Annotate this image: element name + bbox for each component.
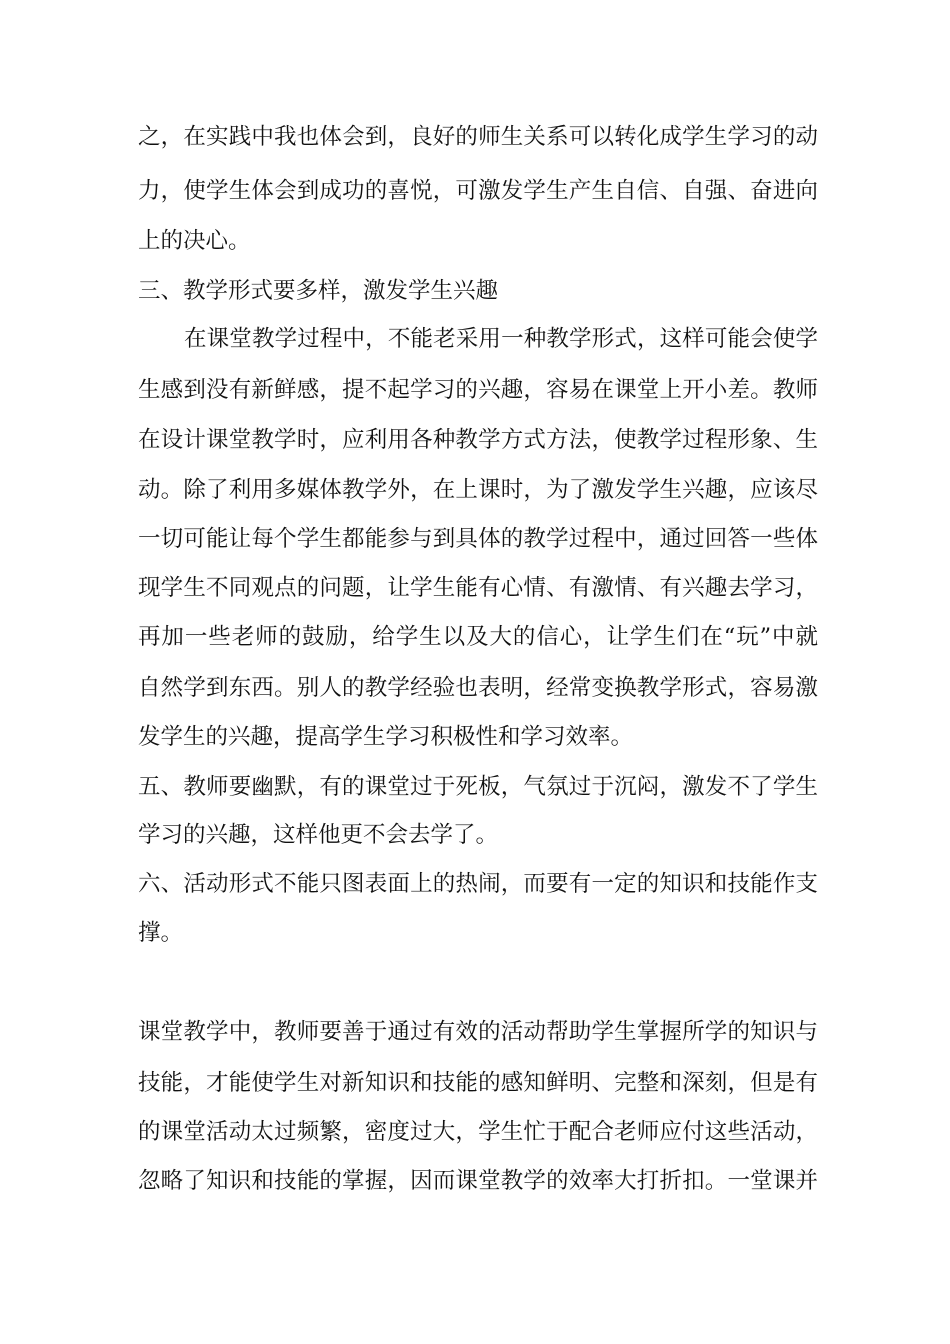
- text-line: 发学生的兴趣，提高学生学习积极性和学习效率。: [138, 724, 634, 750]
- text-line: 一切可能让每个学生都能参与到具体的教学过程中，通过回答一些体: [138, 526, 818, 552]
- text-line: 撑。: [138, 920, 184, 946]
- text-line: 自然学到东西。别人的教学经验也表明，经常变换教学形式，容易激: [138, 675, 818, 701]
- text-line: 的课堂活动太过频繁，密度过大，学生忙于配合老师应付这些活动，: [138, 1119, 818, 1145]
- text-line: 动。除了利用多媒体教学外，在上课时，为了激发学生兴趣，应该尽: [138, 477, 818, 503]
- section-heading: 六、活动形式不能只图表面上的热闹，而要有一定的知识和技能作支: [138, 871, 818, 897]
- text-line: 之，在实践中我也体会到，良好的师生关系可以转化成学生学习的动: [138, 124, 818, 150]
- text-line: 现学生不同观点的问题，让学生能有心情、有激情、有兴趣去学习，: [138, 575, 818, 601]
- text-line: 忽略了知识和技能的掌握，因而课堂教学的效率大打折扣。一堂课并: [138, 1168, 818, 1194]
- text-line: 上的决心。: [138, 228, 251, 254]
- text-line: 再加一些老师的鼓励，给学生以及大的信心，让学生们在“玩”中就: [138, 624, 818, 650]
- text-line: 课堂教学中，教师要善于通过有效的活动帮助学生掌握所学的知识与: [138, 1019, 818, 1045]
- text-line: 生感到没有新鲜感，提不起学习的兴趣，容易在课堂上开小差。教师: [138, 377, 818, 403]
- section-heading: 五、教师要幽默，有的课堂过于死板，气氛过于沉闷，激发不了学生: [138, 774, 818, 800]
- text-line: 在设计课堂教学时，应利用各种教学方式方法，使教学过程形象、生: [138, 427, 818, 453]
- text-line: 学习的兴趣，这样他更不会去学了。: [138, 822, 499, 848]
- section-heading: 三、教学形式要多样，激发学生兴趣: [138, 278, 499, 304]
- text-line: 在课堂教学过程中，不能老采用一种教学形式，这样可能会使学: [184, 326, 818, 352]
- text-line: 技能，才能使学生对新知识和技能的感知鲜明、完整和深刻，但是有: [138, 1070, 818, 1096]
- text-line: 力，使学生体会到成功的喜悦，可激发学生产生自信、自强、奋进向: [138, 178, 818, 204]
